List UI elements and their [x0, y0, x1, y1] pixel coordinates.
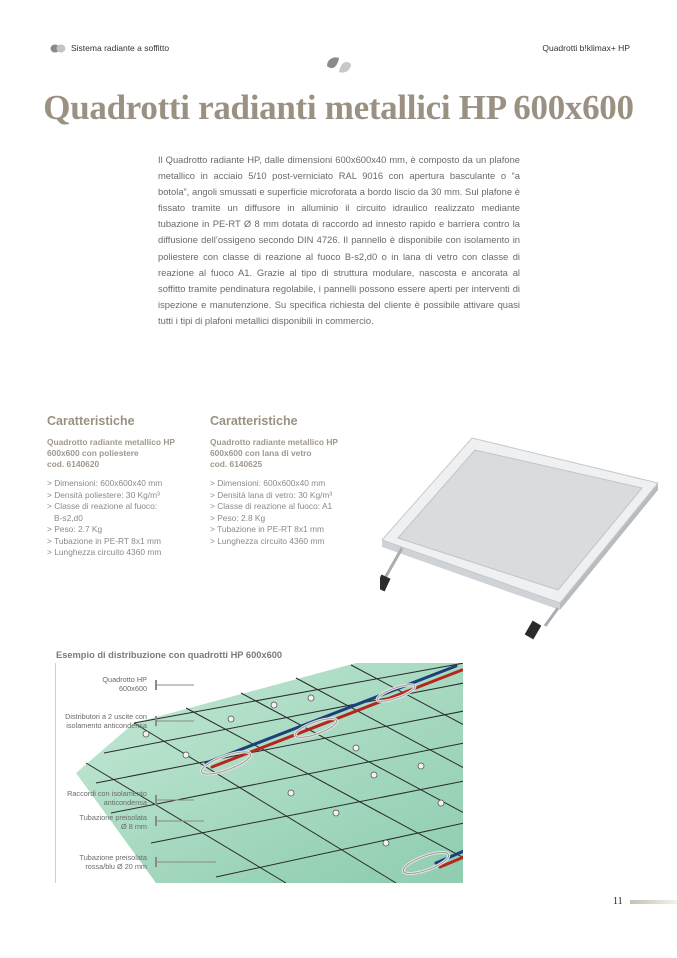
label-line: 600x600 — [119, 684, 147, 693]
spec-item: > Tubazione in PE-RT 8x1 mm — [47, 535, 161, 546]
spec-list — [47, 478, 207, 559]
spec-item: > Peso: 2.8 Kg — [210, 512, 266, 523]
label-fittings — [55, 789, 147, 807]
label-line: isolamento anticondensa — [66, 721, 147, 730]
spec-list — [210, 478, 370, 547]
spec-item: > Dimensioni: 600x600x40 mm — [47, 478, 163, 488]
spec-heading: Caratteristiche — [47, 414, 135, 428]
label-line: Ø 8 mm — [121, 822, 147, 831]
footer-bar — [630, 900, 677, 904]
label-line: Raccordi con isolamento — [67, 789, 147, 798]
spec-item: > Densità lana di vetro: 30 Kg/m³ — [210, 489, 333, 500]
distribution-diagram — [55, 663, 463, 883]
spec-subtitle-line: Quadrotto radiante metallico HP — [210, 437, 338, 447]
label-distributor — [55, 712, 147, 730]
spec-heading: Caratteristiche — [210, 414, 298, 428]
label-line: Tubazione preisolata — [79, 853, 147, 862]
intro-paragraph: Il Quadrotto radiante HP, dalle dimensioni 600x600x40 mm, è composto da un plafone metallico in acciaio 5/10 post-verniciato RAL 9016 con apertura basculante o “a botola”, angoli smussati e superficie microforata a bordo liscio da 30 mm. Sul plafone è fissato tramite un diffusore in alluminio il circuito idraulico realizzato mediante tubazione in PE-RT Ø 8 mm dotata di raccordo ad innesto rapido e barriera contro la diffusione dell’ossigeno secondo DIN 4726. Il pannello è disponibile con isolamento in poliestere con classe di reazione al fuoco B-s2,d0 o in lana di vetro con classe di reazione al fuoco A1. Grazie al tipo di struttura modulare, nascosta e ancorata al soffitto tramite pendinatura regolabile, i pannelli possono essere aperti per interventi di ispezione e manutenzione. Su specifica richiesta del cliente è possibile attivare quasi tutti i tipi di plafoni metallici disponibili in commercio. — [158, 154, 520, 326]
label-line: rossa/blu Ø 20 mm — [85, 862, 147, 871]
spec-item: > Classe di reazione al fuoco: — [47, 501, 158, 511]
label-pipe-20mm — [55, 853, 147, 871]
page-title: Quadrotti radianti metallici HP 600x600 — [43, 88, 634, 127]
distribution-illustration — [56, 663, 463, 883]
leaf-logo-icon — [325, 55, 353, 75]
spec-item: > Tubazione in PE-RT 8x1 mm — [210, 524, 324, 534]
radiant-panel-image — [380, 430, 665, 650]
label-line: Quadrotto HP — [102, 675, 147, 684]
spec-subtitle-line: 600x600 con lana di vetro — [210, 448, 312, 458]
label-line: Distributori a 2 uscite con — [65, 712, 147, 721]
section-label: Sistema radiante a soffitto — [71, 43, 170, 53]
label-pipe-8mm — [55, 813, 147, 831]
spec-item: > Lunghezza circuito 4360 mm — [210, 535, 325, 546]
product-line-label: Quadrotti b!klimax+ HP — [542, 43, 630, 53]
spec-glasswool — [210, 414, 370, 547]
label-line: anticondensa — [103, 798, 147, 807]
leaf-logo-icon — [50, 44, 66, 53]
spec-item: > Lunghezza circuito 4360 mm — [47, 547, 162, 557]
label-panel — [55, 675, 147, 693]
distribution-title: Esempio di distribuzione con quadrotti HP 600x600 — [56, 650, 283, 660]
spec-item: > Classe di reazione al fuoco: A1 — [210, 501, 333, 511]
spec-item: > Peso: 2.7 Kg — [47, 524, 103, 534]
label-line: Tubazione preisolata — [79, 813, 147, 822]
spec-subtitle — [47, 437, 207, 470]
spec-code: cod. 6140620 — [47, 459, 100, 469]
spec-subtitle — [210, 437, 370, 470]
header-section — [50, 43, 169, 53]
spec-subtitle-line: 600x600 con poliestere — [47, 448, 139, 458]
page-number: 11 — [613, 896, 623, 907]
spec-polyester — [47, 414, 207, 559]
spec-item: > Densità poliestere: 30 Kg/m³ — [47, 489, 160, 500]
spec-code: cod. 6140625 — [210, 459, 263, 469]
spec-item: > Dimensioni: 600x600x40 mm — [210, 478, 326, 488]
spec-item: B-s2,d0 — [54, 512, 83, 523]
spec-subtitle-line: Quadrotto radiante metallico HP — [47, 437, 175, 447]
